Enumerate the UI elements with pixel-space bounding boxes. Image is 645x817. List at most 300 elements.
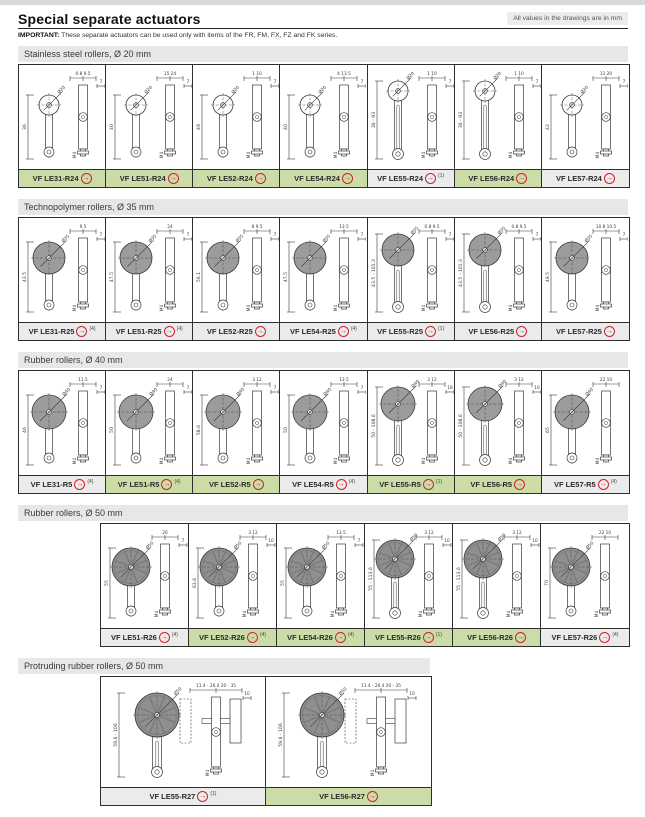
product-link[interactable] bbox=[542, 169, 629, 187]
product-link[interactable] bbox=[453, 628, 540, 646]
product-code: VF LE52-R26 bbox=[199, 633, 245, 642]
circle-right-arrow-icon[interactable]: → bbox=[254, 481, 262, 488]
actuator-drawing bbox=[101, 524, 188, 628]
product-link[interactable] bbox=[368, 169, 454, 187]
product-code: VF LE54-R25 bbox=[290, 327, 336, 336]
actuator-cell bbox=[541, 524, 629, 646]
product-link[interactable] bbox=[193, 322, 279, 340]
actuator-table bbox=[18, 64, 630, 188]
svg-text:42: 42 bbox=[545, 124, 551, 130]
svg-text:55: 55 bbox=[105, 580, 110, 586]
product-link[interactable] bbox=[189, 628, 276, 646]
svg-text:Ø20: Ø20 bbox=[231, 85, 242, 96]
actuator-cell bbox=[189, 524, 277, 646]
svg-text:7: 7 bbox=[273, 386, 277, 391]
svg-text:Ø50: Ø50 bbox=[497, 533, 508, 543]
section-gap bbox=[18, 647, 628, 658]
circle-right-arrow-icon[interactable]: → bbox=[601, 634, 609, 641]
actuator-drawing bbox=[455, 65, 541, 169]
actuator-cell bbox=[455, 65, 542, 187]
section-header-rubber-50: Rubber rollers, Ø 50 mm bbox=[18, 505, 628, 521]
svg-text:50: 50 bbox=[110, 427, 116, 433]
svg-text:Ø35: Ø35 bbox=[235, 234, 246, 245]
product-link[interactable] bbox=[277, 628, 364, 646]
actuator-cell bbox=[368, 371, 455, 493]
product-link[interactable] bbox=[368, 475, 454, 493]
product-code: VF LE54-R26 bbox=[287, 633, 333, 642]
svg-text:7: 7 bbox=[181, 539, 185, 544]
svg-text:M4: M4 bbox=[247, 304, 253, 312]
circle-right-arrow-icon[interactable]: → bbox=[160, 634, 168, 641]
svg-text:3 12: 3 12 bbox=[426, 378, 437, 383]
svg-text:M4: M4 bbox=[73, 457, 78, 465]
footnote-mark: (1) bbox=[438, 325, 445, 332]
actuator-drawing bbox=[368, 218, 454, 322]
actuator-drawing bbox=[101, 677, 265, 787]
svg-text:50 - 108.6: 50 - 108.6 bbox=[371, 414, 377, 438]
svg-text:Ø35: Ø35 bbox=[322, 234, 333, 245]
svg-text:26: 26 bbox=[162, 531, 168, 536]
actuator-drawing bbox=[280, 371, 366, 475]
svg-text:Ø20: Ø20 bbox=[144, 85, 155, 96]
svg-text:M4: M4 bbox=[247, 151, 253, 159]
svg-text:46: 46 bbox=[23, 427, 28, 433]
actuator-drawing bbox=[193, 371, 279, 475]
section-gap bbox=[18, 341, 628, 352]
product-link[interactable] bbox=[280, 322, 366, 340]
product-code: VF LE51-R25 bbox=[115, 327, 162, 336]
product-link[interactable] bbox=[19, 169, 105, 187]
svg-text:7: 7 bbox=[186, 386, 190, 391]
svg-text:M4: M4 bbox=[206, 769, 211, 777]
svg-text:M4: M4 bbox=[595, 457, 601, 465]
actuator-drawing bbox=[280, 218, 366, 322]
svg-text:M4: M4 bbox=[508, 151, 514, 159]
product-link[interactable] bbox=[101, 787, 265, 805]
product-code: VF LE52-R24 bbox=[206, 174, 253, 183]
footnote-mark: (4) bbox=[259, 631, 266, 638]
product-code: VF LE54-R24 bbox=[294, 174, 340, 183]
actuator-drawing bbox=[266, 677, 431, 787]
circle-right-arrow-icon[interactable]: → bbox=[518, 175, 526, 182]
actuator-drawing bbox=[542, 371, 629, 475]
svg-text:7: 7 bbox=[535, 233, 539, 238]
actuator-drawing bbox=[106, 65, 192, 169]
svg-text:Ø50: Ø50 bbox=[585, 541, 596, 551]
svg-text:Ø40: Ø40 bbox=[497, 379, 508, 390]
svg-text:M4: M4 bbox=[421, 151, 427, 159]
svg-text:40: 40 bbox=[284, 124, 290, 130]
product-code: VF LE54-R5 bbox=[292, 480, 334, 489]
svg-text:3 12: 3 12 bbox=[248, 531, 258, 536]
actuator-cell bbox=[106, 218, 193, 340]
svg-text:10: 10 bbox=[268, 539, 274, 544]
actuator-drawing bbox=[365, 524, 452, 628]
product-link[interactable] bbox=[19, 322, 105, 340]
svg-text:Ø50: Ø50 bbox=[173, 686, 184, 697]
actuator-table bbox=[18, 370, 630, 494]
svg-text:M4: M4 bbox=[160, 304, 166, 312]
svg-text:3 12: 3 12 bbox=[513, 378, 524, 383]
product-code: VF LE52-R25 bbox=[206, 327, 253, 336]
actuator-cell bbox=[266, 677, 431, 805]
circle-right-arrow-icon[interactable]: → bbox=[343, 175, 351, 182]
footnote-mark: (4) bbox=[174, 478, 181, 485]
svg-text:Ø40: Ø40 bbox=[410, 379, 421, 390]
circle-right-arrow-icon[interactable]: → bbox=[599, 481, 607, 488]
svg-text:Ø35: Ø35 bbox=[61, 234, 72, 245]
actuator-cell bbox=[193, 218, 280, 340]
svg-text:7: 7 bbox=[186, 80, 190, 85]
svg-text:43.5 - 101.3: 43.5 - 101.3 bbox=[371, 259, 377, 287]
circle-right-arrow-icon[interactable]: → bbox=[165, 328, 173, 335]
actuator-cell bbox=[19, 65, 106, 187]
actuator-drawing bbox=[19, 218, 105, 322]
footnote-mark: (1) bbox=[210, 790, 217, 797]
svg-text:7: 7 bbox=[535, 80, 539, 85]
svg-text:8 9.5: 8 9.5 bbox=[251, 225, 263, 230]
footnote-mark: (4) bbox=[89, 325, 96, 332]
product-link[interactable] bbox=[365, 628, 452, 646]
svg-text:Ø50: Ø50 bbox=[338, 686, 349, 697]
svg-text:M4: M4 bbox=[421, 457, 427, 465]
svg-text:7: 7 bbox=[273, 233, 277, 238]
svg-text:Ø40: Ø40 bbox=[584, 387, 595, 398]
svg-text:M4: M4 bbox=[331, 610, 336, 618]
svg-text:11.4 - 26.4 20 - 35: 11.4 - 26.4 20 - 35 bbox=[195, 684, 237, 689]
actuator-cell bbox=[19, 218, 106, 340]
product-code: VF LE52-R5 bbox=[209, 480, 251, 489]
footnote-mark: (4) bbox=[612, 631, 619, 638]
svg-text:M4: M4 bbox=[507, 610, 512, 618]
svg-text:M4: M4 bbox=[371, 769, 376, 777]
actuator-table bbox=[100, 676, 432, 806]
svg-text:7: 7 bbox=[622, 80, 626, 85]
actuator-cell bbox=[101, 677, 266, 805]
actuator-drawing bbox=[106, 218, 192, 322]
svg-text:M4: M4 bbox=[160, 151, 166, 159]
product-code: VF LE55-R25 bbox=[377, 327, 423, 336]
actuator-cell bbox=[368, 65, 455, 187]
actuator-table bbox=[100, 523, 630, 647]
circle-right-arrow-icon[interactable]: → bbox=[256, 328, 264, 335]
circle-right-arrow-icon[interactable]: → bbox=[336, 634, 344, 641]
svg-text:63.6: 63.6 bbox=[193, 577, 198, 589]
svg-text:Ø20: Ø20 bbox=[56, 85, 67, 96]
svg-text:Ø40: Ø40 bbox=[323, 387, 334, 398]
svg-text:47.5: 47.5 bbox=[284, 271, 290, 283]
product-code: VF LE55-R5 bbox=[379, 480, 421, 489]
product-code: VF LE51-R5 bbox=[117, 480, 160, 489]
svg-text:49: 49 bbox=[197, 124, 203, 130]
important-label: IMPORTANT: bbox=[18, 32, 60, 39]
product-link[interactable] bbox=[106, 169, 192, 187]
actuator-drawing bbox=[455, 371, 541, 475]
svg-text:0.8 9.5: 0.8 9.5 bbox=[424, 225, 440, 230]
svg-text:Ø20: Ø20 bbox=[492, 71, 503, 82]
svg-text:3 12: 3 12 bbox=[252, 378, 263, 383]
section-header-protruding-rubber-50: Protruding rubber rollers, Ø 50 mm bbox=[18, 658, 430, 674]
svg-text:Ø35: Ø35 bbox=[148, 234, 159, 245]
section-header-rubber-40: Rubber rollers, Ø 40 mm bbox=[18, 352, 628, 368]
circle-right-arrow-icon[interactable]: → bbox=[163, 481, 171, 488]
actuator-cell bbox=[106, 371, 193, 493]
circle-right-arrow-icon[interactable]: → bbox=[82, 175, 90, 182]
product-link[interactable] bbox=[542, 322, 629, 340]
product-code: VF LE55-R27 bbox=[149, 792, 196, 801]
section-stainless-steel-20 bbox=[18, 46, 628, 188]
product-link[interactable] bbox=[19, 475, 105, 493]
actuator-drawing bbox=[542, 65, 629, 169]
svg-text:10.8 10.5: 10.8 10.5 bbox=[595, 225, 617, 230]
footnote-mark: (1) bbox=[435, 631, 442, 638]
circle-right-arrow-icon[interactable]: → bbox=[516, 634, 524, 641]
actuator-drawing bbox=[277, 524, 364, 628]
footnote-mark: (4) bbox=[176, 325, 183, 332]
actuator-drawing bbox=[106, 371, 192, 475]
svg-text:Ø20: Ø20 bbox=[318, 85, 329, 96]
svg-text:36 - 93: 36 - 93 bbox=[371, 111, 377, 129]
svg-text:50 - 108.6: 50 - 108.6 bbox=[458, 414, 464, 438]
svg-text:11.4 - 26.4 20 - 35: 11.4 - 26.4 20 - 35 bbox=[360, 684, 402, 689]
svg-text:Ø50: Ø50 bbox=[409, 533, 420, 543]
svg-text:M4: M4 bbox=[334, 457, 340, 465]
circle-right-arrow-icon[interactable]: → bbox=[516, 481, 524, 488]
svg-text:1 10: 1 10 bbox=[513, 72, 524, 77]
important-note bbox=[18, 32, 628, 39]
product-link[interactable] bbox=[280, 475, 366, 493]
svg-text:Ø35: Ø35 bbox=[409, 226, 420, 237]
svg-text:Ø35: Ø35 bbox=[496, 226, 507, 237]
actuator-drawing bbox=[453, 524, 540, 628]
svg-text:Ø40: Ø40 bbox=[61, 387, 72, 398]
footnote-mark: (4) bbox=[610, 478, 617, 485]
sections-container bbox=[18, 46, 628, 806]
svg-text:M4: M4 bbox=[508, 457, 514, 465]
actuator-drawing bbox=[368, 371, 454, 475]
actuator-cell bbox=[455, 371, 542, 493]
actuator-cell bbox=[542, 371, 629, 493]
product-link[interactable] bbox=[542, 475, 629, 493]
svg-text:Ø50: Ø50 bbox=[145, 541, 156, 551]
svg-text:Ø20: Ø20 bbox=[579, 85, 590, 96]
actuator-drawing bbox=[189, 524, 276, 628]
svg-text:M4: M4 bbox=[155, 610, 160, 618]
footnote-mark: (4) bbox=[347, 631, 354, 638]
product-link[interactable] bbox=[106, 475, 192, 493]
svg-text:58.6: 58.6 bbox=[197, 424, 203, 436]
actuator-drawing bbox=[193, 65, 279, 169]
svg-text:47.5: 47.5 bbox=[110, 271, 116, 283]
svg-text:M4: M4 bbox=[508, 304, 514, 312]
svg-text:7: 7 bbox=[361, 233, 364, 238]
title-bar bbox=[18, 11, 628, 27]
svg-text:7: 7 bbox=[361, 386, 364, 391]
actuator-cell bbox=[280, 371, 367, 493]
section-gap bbox=[18, 188, 628, 199]
svg-text:7: 7 bbox=[186, 233, 190, 238]
product-link[interactable] bbox=[106, 322, 192, 340]
svg-text:Ø50: Ø50 bbox=[233, 541, 244, 551]
section-header-stainless-steel-20: Stainless steel rollers, Ø 20 mm bbox=[18, 46, 628, 62]
product-code: VF LE57-R5 bbox=[554, 480, 596, 489]
circle-right-arrow-icon[interactable]: → bbox=[605, 328, 613, 335]
svg-text:11 20: 11 20 bbox=[599, 72, 612, 77]
svg-text:Ø20: Ø20 bbox=[405, 71, 416, 82]
product-link[interactable] bbox=[101, 628, 188, 646]
product-link[interactable] bbox=[280, 169, 366, 187]
product-link[interactable] bbox=[368, 322, 454, 340]
svg-text:36 - 93: 36 - 93 bbox=[458, 111, 464, 129]
actuator-cell bbox=[193, 65, 280, 187]
actuator-drawing bbox=[541, 524, 629, 628]
product-code: VF LE56-R26 bbox=[467, 633, 513, 642]
circle-right-arrow-icon[interactable]: → bbox=[424, 634, 432, 641]
product-code: VF LE31-R24 bbox=[32, 174, 79, 183]
circle-right-arrow-icon[interactable]: → bbox=[368, 793, 376, 800]
svg-text:1 10: 1 10 bbox=[426, 72, 437, 77]
circle-right-arrow-icon[interactable]: → bbox=[199, 793, 207, 800]
product-code: VF LE57-R24 bbox=[555, 174, 602, 183]
section-protruding-rubber-50 bbox=[18, 658, 628, 806]
actuator-drawing bbox=[19, 65, 105, 169]
actuator-drawing bbox=[193, 218, 279, 322]
svg-text:10: 10 bbox=[444, 539, 450, 544]
product-code: VF LE57-R25 bbox=[555, 327, 602, 336]
svg-text:18: 18 bbox=[446, 386, 453, 391]
svg-text:M4: M4 bbox=[73, 151, 78, 159]
svg-text:7: 7 bbox=[99, 233, 103, 238]
circle-right-arrow-icon[interactable]: → bbox=[78, 328, 86, 335]
svg-text:55: 55 bbox=[281, 580, 286, 586]
section-rubber-50 bbox=[18, 505, 628, 647]
circle-right-arrow-icon[interactable]: → bbox=[256, 175, 264, 182]
title-rule bbox=[18, 28, 628, 29]
svg-text:7: 7 bbox=[99, 80, 103, 85]
product-link[interactable] bbox=[455, 322, 541, 340]
actuator-cell bbox=[455, 218, 542, 340]
actuator-cell bbox=[280, 218, 367, 340]
svg-text:Ø50: Ø50 bbox=[321, 541, 332, 551]
svg-text:11.5: 11.5 bbox=[78, 378, 88, 383]
footnote-mark: (1) bbox=[435, 478, 443, 485]
svg-text:M4: M4 bbox=[247, 457, 253, 465]
section-rubber-40 bbox=[18, 352, 628, 494]
circle-right-arrow-icon[interactable]: → bbox=[518, 328, 526, 335]
svg-text:M4: M4 bbox=[73, 304, 78, 312]
svg-text:7: 7 bbox=[99, 386, 103, 391]
section-technopolymer-35 bbox=[18, 199, 628, 341]
actuator-cell bbox=[106, 65, 193, 187]
product-code: VF LE31-R25 bbox=[28, 327, 75, 336]
svg-text:M4: M4 bbox=[595, 304, 601, 312]
svg-text:9.5: 9.5 bbox=[79, 225, 87, 230]
circle-right-arrow-icon[interactable]: → bbox=[169, 175, 177, 182]
actuator-cell bbox=[193, 371, 280, 493]
svg-text:43.5 - 101.3: 43.5 - 101.3 bbox=[458, 259, 464, 287]
svg-text:0.8 9.5: 0.8 9.5 bbox=[511, 225, 527, 230]
circle-right-arrow-icon[interactable]: → bbox=[248, 634, 256, 641]
important-text: These separate actuators can be used only with items of the FR, FM, FX, FZ and FK series. bbox=[59, 32, 338, 39]
footnote-mark: (4) bbox=[350, 325, 357, 332]
svg-text:59.6 - 106: 59.6 - 106 bbox=[114, 723, 119, 747]
svg-text:13.5: 13.5 bbox=[339, 225, 350, 230]
actuator-drawing bbox=[19, 371, 105, 475]
product-code: VF LE51-R26 bbox=[111, 633, 157, 642]
svg-text:15 24: 15 24 bbox=[163, 72, 177, 77]
circle-right-arrow-icon[interactable]: → bbox=[605, 175, 613, 182]
circle-right-arrow-icon[interactable]: → bbox=[339, 328, 347, 335]
svg-text:4 13.5: 4 13.5 bbox=[337, 72, 352, 77]
section-gap bbox=[18, 494, 628, 505]
svg-text:70: 70 bbox=[545, 580, 550, 586]
svg-text:22 10: 22 10 bbox=[599, 378, 612, 383]
actuator-drawing bbox=[542, 218, 629, 322]
svg-text:55 - 113.6: 55 - 113.6 bbox=[369, 567, 374, 591]
svg-text:M4: M4 bbox=[419, 610, 424, 618]
svg-text:49.5: 49.5 bbox=[545, 271, 551, 283]
product-link[interactable] bbox=[193, 475, 279, 493]
svg-text:10: 10 bbox=[533, 386, 540, 391]
svg-text:M4: M4 bbox=[595, 151, 601, 159]
svg-text:Ø40: Ø40 bbox=[236, 387, 247, 398]
svg-text:3 12: 3 12 bbox=[424, 531, 434, 536]
svg-text:7: 7 bbox=[273, 80, 277, 85]
svg-text:24: 24 bbox=[167, 225, 173, 230]
svg-text:24: 24 bbox=[167, 378, 173, 383]
svg-text:43.5: 43.5 bbox=[23, 271, 28, 283]
units-note: All values in the drawings are in mm bbox=[507, 12, 628, 25]
circle-right-arrow-icon[interactable]: → bbox=[424, 481, 432, 488]
actuator-cell bbox=[101, 524, 189, 646]
actuator-cell bbox=[542, 65, 629, 187]
product-code: VF LE56-R27 bbox=[319, 792, 365, 801]
svg-text:Ø40: Ø40 bbox=[149, 387, 160, 398]
actuator-drawing bbox=[368, 65, 454, 169]
product-code: VF LE56-R25 bbox=[468, 327, 515, 336]
svg-text:10: 10 bbox=[244, 692, 250, 697]
section-header-technopolymer-35: Technopolymer rollers, Ø 35 mm bbox=[18, 199, 628, 215]
circle-right-arrow-icon[interactable]: → bbox=[427, 328, 434, 335]
footnote-mark: (4) bbox=[87, 478, 94, 485]
svg-text:0.8 9.5: 0.8 9.5 bbox=[75, 72, 91, 77]
product-link[interactable] bbox=[193, 169, 279, 187]
svg-text:13.5: 13.5 bbox=[339, 378, 350, 383]
product-link[interactable] bbox=[455, 475, 541, 493]
svg-text:M4: M4 bbox=[243, 610, 248, 618]
actuator-drawing bbox=[455, 218, 541, 322]
product-link[interactable] bbox=[455, 169, 541, 187]
circle-right-arrow-icon[interactable]: → bbox=[427, 175, 434, 182]
actuator-cell bbox=[365, 524, 453, 646]
footnote-mark: (1) bbox=[438, 172, 445, 179]
svg-text:40: 40 bbox=[110, 124, 116, 130]
product-code: VF LE55-R26 bbox=[375, 633, 421, 642]
actuator-drawing bbox=[280, 65, 366, 169]
actuator-cell bbox=[277, 524, 365, 646]
product-code: VF LE51-R24 bbox=[119, 174, 166, 183]
svg-text:10: 10 bbox=[409, 692, 415, 697]
actuator-cell bbox=[542, 218, 629, 340]
circle-right-arrow-icon[interactable]: → bbox=[76, 481, 84, 488]
product-code: VF LE55-R24 bbox=[377, 174, 423, 183]
page-title: Special separate actuators bbox=[18, 11, 201, 27]
product-code: VF LE31-R5 bbox=[30, 480, 73, 489]
actuator-table bbox=[18, 217, 630, 341]
circle-right-arrow-icon[interactable]: → bbox=[337, 481, 345, 488]
product-link[interactable] bbox=[541, 628, 629, 646]
product-link[interactable] bbox=[266, 787, 431, 805]
